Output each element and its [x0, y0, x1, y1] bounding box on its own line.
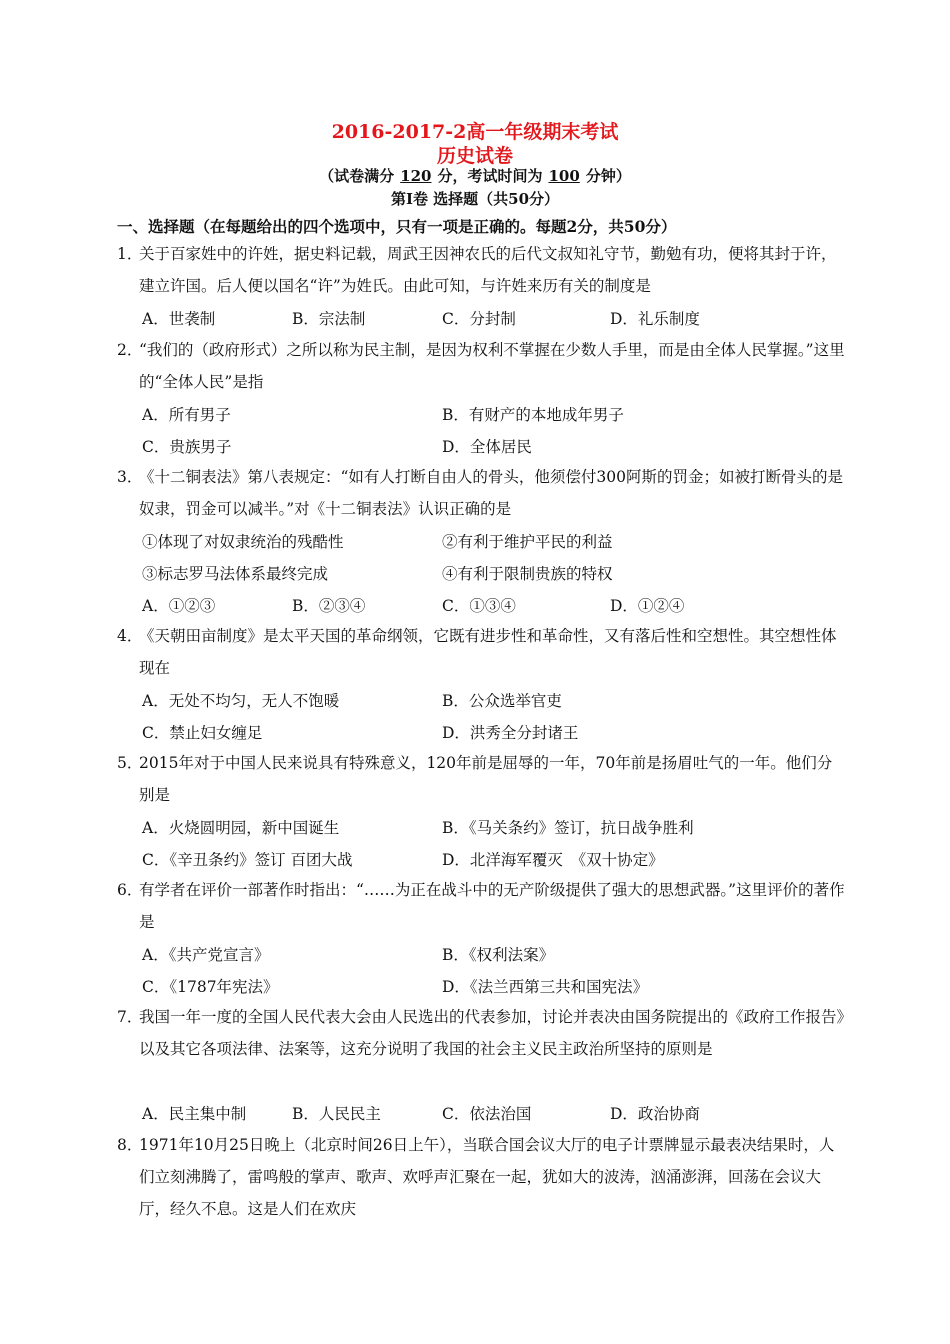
- statement-2: ②有利于维护平民的利益: [442, 533, 613, 551]
- option-b: B．②③④: [292, 597, 366, 615]
- option-d: D．政治协商: [610, 1105, 700, 1123]
- option-c: C．《1787年宪法》: [142, 978, 279, 996]
- option-d: D．《法兰西第三共和国宪法》: [442, 978, 649, 996]
- question-stem: “我们的（政府形式）之所以称为民主制，是因为权利不掌握在少数人手里，而是由全体人民掌握。”这里的“全体人民”是指: [139, 341, 845, 391]
- subject-title: 历史试卷: [436, 145, 513, 167]
- option-a: A．世袭制: [142, 310, 216, 328]
- option-b: B．《马关条约》签订，抗日战争胜利: [442, 819, 694, 837]
- question-stem: 《十二铜表法》第八表规定：“如有人打断自由人的骨头，他须偿付300阿斯的罚金；如被打断骨头的是奴隶，罚金可以减半。”对《十二铜表法》认识正确的是: [139, 468, 844, 518]
- question-1: [117, 238, 847, 302]
- option-c: C．《辛丑条约》签订 百团大战: [142, 851, 353, 869]
- option-a: A．民主集中制: [142, 1105, 247, 1123]
- option-b: B．人民民主: [292, 1105, 381, 1123]
- option-a: A．无处不均匀，无人不饱暖: [142, 692, 340, 710]
- question-5: [117, 747, 847, 811]
- option-d: D．洪秀全分封诸王: [442, 724, 579, 742]
- question-8: [117, 1129, 847, 1225]
- question-stem: 关于百家姓中的许姓，据史料记载，周武王因神农氏的后代文叔知礼守节，勤勉有功，便将其封于许，建立许国。后人便以国名“许”为姓氏。由此可知，与许姓来历有关的制度是: [139, 245, 837, 295]
- full-score: 120: [400, 167, 432, 185]
- option-d: D．①②④: [610, 597, 685, 615]
- option-a: A．所有男子: [142, 406, 231, 424]
- option-c: C．依法治国: [442, 1105, 532, 1123]
- option-b: B．宗法制: [292, 310, 366, 328]
- option-b: B．公众选举官吏: [442, 692, 562, 710]
- section-heading: 一、选择题（在每题给出的四个选项中，只有一项是正确的。每题2分，共50分）: [117, 217, 677, 236]
- question-stem: 《天朝田亩制度》是太平天国的革命纲领，它既有进步性和革命性，又有落后性和空想性。其空想性体现在: [139, 627, 837, 677]
- question-number: 5．: [117, 754, 143, 772]
- option-a: A．①②③: [142, 597, 216, 615]
- question-number: 8．: [117, 1136, 143, 1154]
- part-title: 第Ⅰ卷 选择题（共50分）: [390, 190, 560, 208]
- question-stem: 1971年10月25日晚上（北京时间26日上午），当联合国会议大厅的电子计票牌显示最表决结果时，人们立刻沸腾了，雷鸣般的掌声、歌声、欢呼声汇聚在一起，犹如大的波涛，汹涌澎湃，回荡在会议大厅，经久不息。这是人们在欢庆: [139, 1136, 835, 1218]
- statement-4: ④有利于限制贵族的特权: [442, 565, 613, 583]
- question-number: 1．: [117, 245, 143, 263]
- option-d: D．全体居民: [442, 438, 532, 456]
- question-4: [117, 620, 847, 684]
- question-6: [117, 874, 847, 938]
- option-c: C．分封制: [442, 310, 516, 328]
- exam-info: （试卷满分 120 分，考试时间为 100 分钟）: [319, 167, 631, 185]
- option-d: D．北洋海军覆灭 《双十协定》: [442, 851, 664, 869]
- question-number: 6．: [117, 881, 143, 899]
- question-stem: 有学者在评价一部著作时指出：“……为正在战斗中的无产阶级提供了强大的思想武器。”这里评价的著作是: [139, 881, 845, 931]
- statement-1: ①体现了对奴隶统治的残酷性: [142, 533, 344, 551]
- question-stem: 我国一年一度的全国人民代表大会由人民选出的代表参加，讨论并表决由国务院提出的《政府工作报告》以及其它各项法律、法案等，这充分说明了我国的社会主义民主政治所坚持的原则是: [139, 1008, 845, 1058]
- exam-title: 2016-2017-2高一年级期末考试: [331, 121, 619, 143]
- option-a: A．火烧圆明园，新中国诞生: [142, 819, 340, 837]
- question-2: [117, 334, 847, 398]
- exam-duration: 100: [548, 167, 580, 185]
- question-3: [117, 461, 847, 525]
- option-c: C．禁止妇女缠足: [142, 724, 263, 742]
- statement-3: ③标志罗马法体系最终完成: [142, 565, 329, 583]
- option-d: D．礼乐制度: [610, 310, 700, 328]
- option-c: C．贵族男子: [142, 438, 232, 456]
- question-number: 7．: [117, 1008, 143, 1026]
- option-b: B．《权利法案》: [442, 946, 555, 964]
- question-number: 4．: [117, 627, 143, 645]
- question-number: 2．: [117, 341, 143, 359]
- question-stem: 2015年对于中国人民来说具有特殊意义，120年前是屈辱的一年，70年前是扬眉吐气的一年。他们分别是: [139, 754, 833, 804]
- option-b: B．有财产的本地成年男子: [442, 406, 624, 424]
- option-c: C．①③④: [442, 597, 516, 615]
- question-number: 3．: [117, 468, 143, 486]
- question-7: [117, 1001, 847, 1065]
- option-a: A．《共产党宣言》: [142, 946, 270, 964]
